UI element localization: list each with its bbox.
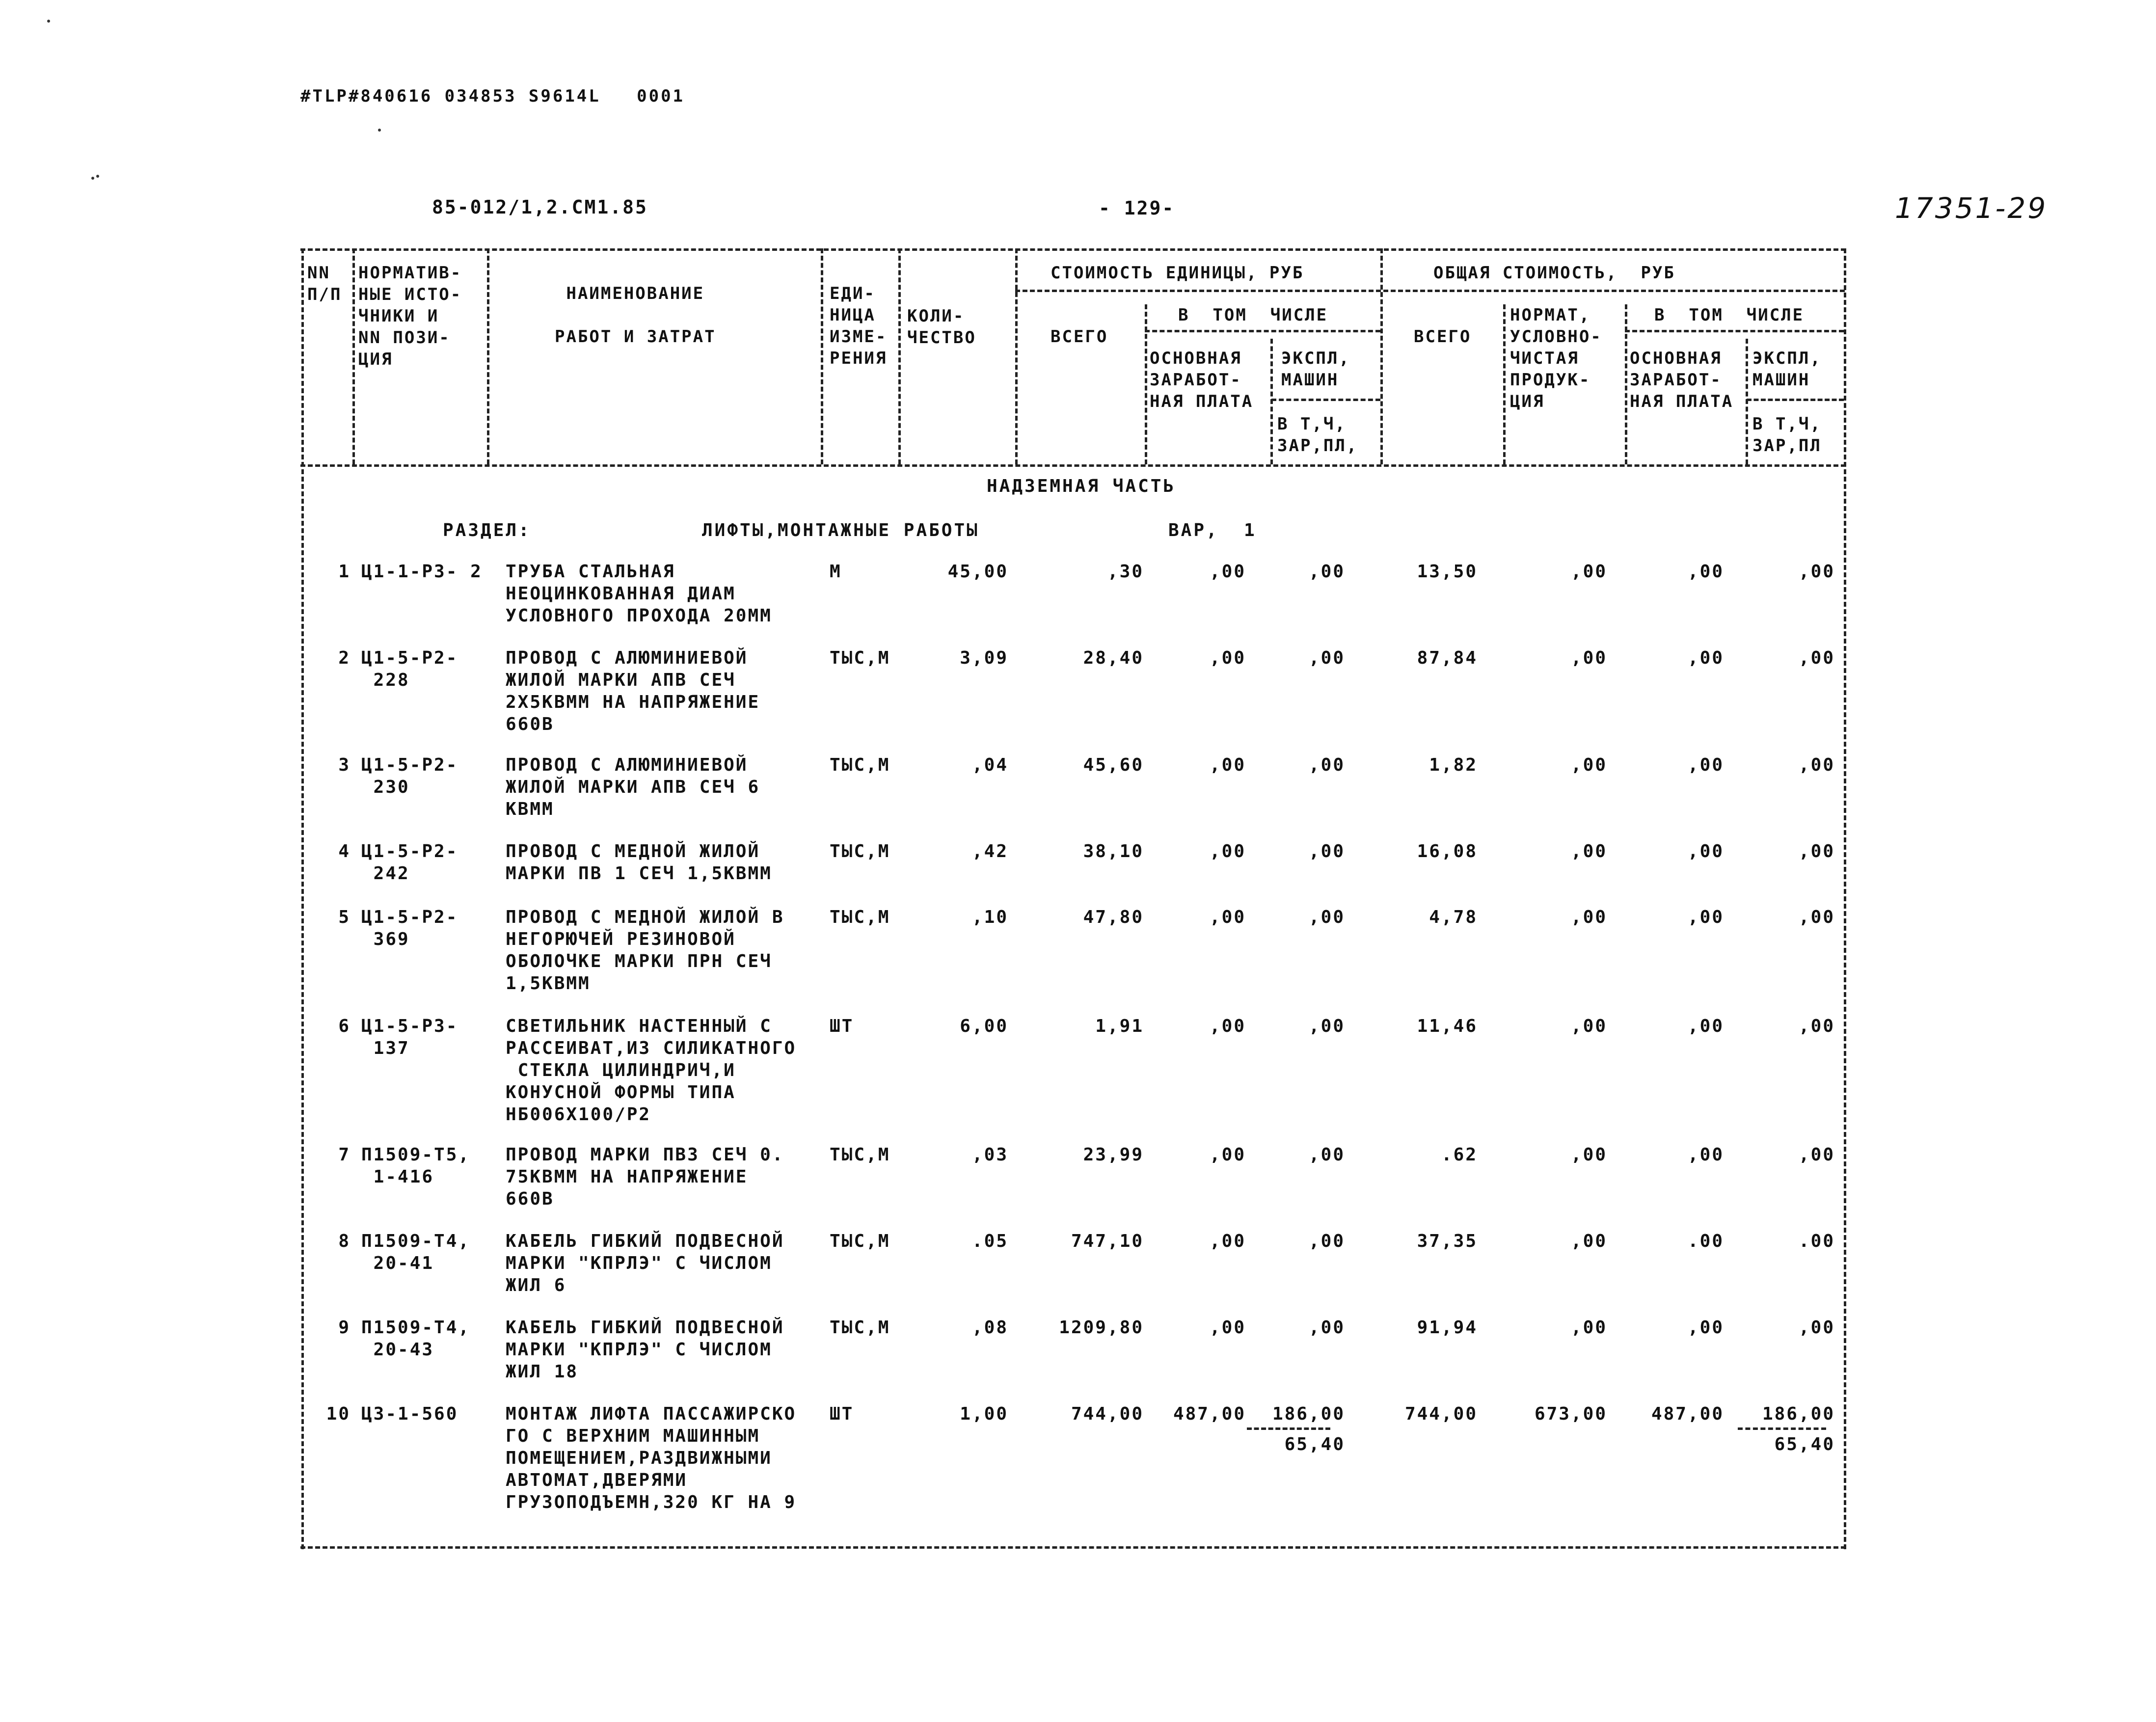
row-qty: ,04: [971, 755, 1008, 775]
header-bottom-rule: [300, 464, 1846, 467]
header-nn: NN П/П: [307, 263, 342, 304]
row-unit-total: 45,60: [1083, 755, 1144, 775]
row-total-machine: ,00: [1798, 841, 1835, 861]
table-right-border: [1844, 248, 1846, 1549]
row-unit-salary: ,00: [1209, 907, 1246, 927]
header-total-machine-sub: В Т,Ч, ЗАР,ПЛ: [1752, 414, 1822, 456]
row-unit-machine: ,00: [1308, 1016, 1345, 1036]
row-total-norm: ,00: [1570, 562, 1607, 582]
row-code: П1509-Т4, 20-41: [361, 1231, 471, 1273]
row-qty: ,42: [971, 841, 1008, 861]
page-code: 85-012/1,2.СМ1.85: [432, 196, 648, 218]
header-sub-rule: [1625, 330, 1844, 332]
row-qty: .05: [971, 1231, 1008, 1251]
row-total: 13,50: [1417, 562, 1478, 582]
row-unit-machine: ,00: [1308, 648, 1345, 668]
row-unit-machine-salary: 65,40: [1284, 1434, 1345, 1454]
row-number: 4: [338, 841, 350, 861]
row-unit-salary: ,00: [1209, 755, 1246, 775]
header-total-all: ВСЕГО: [1414, 327, 1472, 347]
row-unit-total: 1209,80: [1059, 1318, 1144, 1338]
subsection-name: ЛИФТЫ,МОНТАЖНЫЕ РАБОТЫ: [702, 520, 979, 540]
header-sub-rule: [1747, 399, 1844, 401]
page-number: - 129-: [1099, 197, 1175, 219]
speck: [378, 129, 381, 132]
row-total-salary: ,00: [1687, 1145, 1724, 1165]
row-unit-salary: ,00: [1209, 841, 1246, 861]
row-qty: 3,09: [960, 648, 1008, 668]
subtotal-rule: [1247, 1427, 1330, 1430]
row-unit: ШТ: [830, 1016, 854, 1036]
col-sep: [1503, 304, 1506, 464]
row-total-machine: ,00: [1798, 1016, 1835, 1036]
row-code: Ц1-5-Р2- 369: [361, 907, 458, 949]
row-number: 3: [338, 755, 350, 775]
row-total: 1,82: [1429, 755, 1478, 775]
row-total-machine-salary: 65,40: [1774, 1434, 1835, 1454]
row-name: МОНТАЖ ЛИФТА ПАССАЖИРСКО ГО С ВЕРХНИМ МАШИННЫМ ПОМЕЩЕНИЕМ,РАЗДВИЖНЫМИ АВТОМАТ,ДВЕРЯМИ ГРУЗОПОДЪЕМН,320 КГ НА 9: [506, 1404, 797, 1512]
row-qty: 1,00: [960, 1404, 1008, 1424]
row-qty: ,08: [971, 1318, 1008, 1338]
row-total-machine: ,00: [1798, 1318, 1835, 1338]
row-unit-salary: ,00: [1209, 562, 1246, 582]
row-unit-machine: 186,00: [1272, 1404, 1345, 1424]
row-name: ПРОВОД МАРКИ ПВ3 СЕЧ 0. 75КВММ НА НАПРЯЖЕНИЕ 660В: [506, 1145, 784, 1209]
row-total-salary: ,00: [1687, 648, 1724, 668]
row-total: 16,08: [1417, 841, 1478, 861]
system-line: #TLP#840616 034853 S9614L 0001: [300, 86, 685, 106]
row-total-salary: ,00: [1687, 907, 1724, 927]
row-code: Ц1-5-Р2- 242: [361, 841, 458, 884]
header-total-machine: ЭКСПЛ, МАШИН: [1752, 349, 1822, 390]
row-name: СВЕТИЛЬНИК НАСТЕННЫЙ С РАССЕИВАТ,ИЗ СИЛИКАТНОГО СТЕКЛА ЦИЛИНДРИЧ,И КОНУСНОЙ ФОРМЫ ТИПА НБ006Х100/Р2: [506, 1016, 797, 1125]
row-name: КАБЕЛЬ ГИБКИЙ ПОДВЕСНОЙ МАРКИ "КПРЛЭ" С ЧИСЛОМ ЖИЛ 18: [506, 1318, 784, 1382]
col-sep: [821, 248, 823, 464]
header-unit-incl: В ТОМ ЧИСЛЕ: [1178, 305, 1328, 325]
row-total: 4,78: [1429, 907, 1478, 927]
row-code: Ц3-1-560: [361, 1404, 458, 1424]
subsection-variant: ВАР, 1: [1168, 520, 1257, 540]
row-total-norm: ,00: [1570, 1145, 1607, 1165]
row-unit-salary: ,00: [1209, 1016, 1246, 1036]
row-unit-total: 744,00: [1071, 1404, 1144, 1424]
header-total-cost: ОБЩАЯ СТОИМОСТЬ, РУБ: [1433, 263, 1675, 283]
table-left-border: [301, 248, 304, 1549]
table-top-rule: [300, 248, 1846, 251]
row-unit-total: 28,40: [1083, 648, 1144, 668]
row-total-machine: ,00: [1798, 755, 1835, 775]
row-total-machine: 186,00: [1762, 1404, 1835, 1424]
row-qty: 45,00: [947, 562, 1008, 582]
row-total-salary: 487,00: [1651, 1404, 1724, 1424]
row-total-norm: ,00: [1570, 648, 1607, 668]
row-name: ПРОВОД С АЛЮМИНИЕВОЙ ЖИЛОЙ МАРКИ АПВ СЕЧ 6 КВММ: [506, 755, 760, 819]
header-unit-cost: СТОИМОСТЬ ЕДИНИЦЫ, РУБ: [1051, 263, 1304, 283]
row-name: ПРОВОД С АЛЮМИНИЕВОЙ ЖИЛОЙ МАРКИ АПВ СЕЧ 2Х5КВММ НА НАПРЯЖЕНИЕ 660В: [506, 648, 760, 734]
row-number: 7: [338, 1145, 350, 1165]
row-total-machine: .00: [1798, 1231, 1835, 1251]
header-name: НАИМЕНОВАНИЕ РАБОТ И ЗАТРАТ: [555, 284, 716, 347]
header-unit-salary: ОСНОВНАЯ ЗАРАБОТ- НАЯ ПЛАТА: [1150, 349, 1254, 411]
row-unit-machine: ,00: [1308, 562, 1345, 582]
row-total-salary: ,00: [1687, 755, 1724, 775]
row-total-salary: ,00: [1687, 1318, 1724, 1338]
row-total-norm: ,00: [1570, 1016, 1607, 1036]
header-sub-rule: [1015, 290, 1845, 292]
header-total-norm: НОРМАТ, УСЛОВНО- ЧИСТАЯ ПРОДУК- ЦИЯ: [1510, 305, 1602, 411]
row-unit: ТЫС,М: [830, 907, 890, 927]
row-unit: ТЫС,М: [830, 648, 890, 668]
row-total-machine: ,00: [1798, 907, 1835, 927]
col-sep: [1746, 339, 1748, 464]
row-code: П1509-Т4, 20-43: [361, 1318, 471, 1360]
section-title: НАДЗЕМНАЯ ЧАСТЬ: [987, 476, 1176, 496]
row-number: 8: [338, 1231, 350, 1251]
row-unit-salary: 487,00: [1173, 1404, 1246, 1424]
row-unit: ТЫС,М: [830, 1231, 890, 1251]
col-sep: [898, 248, 901, 464]
row-total-norm: ,00: [1570, 907, 1607, 927]
col-sep: [352, 248, 355, 464]
row-code: П1509-Т5, 1-416: [361, 1145, 471, 1187]
table-bottom-rule: [300, 1546, 1846, 1549]
row-total-norm: 673,00: [1534, 1404, 1607, 1424]
row-code: Ц1-5-Р3- 137: [361, 1016, 458, 1058]
row-code: Ц1-5-Р2- 228: [361, 648, 458, 690]
subsection-label: РАЗДЕЛ:: [443, 520, 531, 540]
row-unit: М: [830, 562, 842, 582]
row-total-norm: ,00: [1570, 841, 1607, 861]
row-unit-total: 1,91: [1095, 1016, 1144, 1036]
row-total: 744,00: [1404, 1404, 1478, 1424]
row-unit: ТЫС,М: [830, 841, 890, 861]
row-number: 10: [326, 1404, 350, 1424]
row-total-norm: ,00: [1570, 755, 1607, 775]
header-unit-total: ВСЕГО: [1051, 327, 1108, 347]
row-unit: ТЫС,М: [830, 1145, 890, 1165]
row-total: 37,35: [1417, 1231, 1478, 1251]
row-total: .62: [1441, 1145, 1478, 1165]
row-total-machine: ,00: [1798, 648, 1835, 668]
row-total-salary: ,00: [1687, 841, 1724, 861]
row-unit: ШТ: [830, 1404, 854, 1424]
row-total: 11,46: [1417, 1016, 1478, 1036]
handwritten-number: 17351-29: [1895, 191, 2048, 225]
header-total-salary: ОСНОВНАЯ ЗАРАБОТ- НАЯ ПЛАТА: [1630, 349, 1734, 411]
row-unit-machine: ,00: [1308, 841, 1345, 861]
row-total-salary: ,00: [1687, 1016, 1724, 1036]
header-sub-rule: [1271, 399, 1380, 401]
row-unit-salary: ,00: [1209, 1318, 1246, 1338]
row-unit: ТЫС,М: [830, 755, 890, 775]
row-qty: ,03: [971, 1145, 1008, 1165]
header-unit: ЕДИ- НИЦА ИЗМЕ- РЕНИЯ: [830, 284, 888, 368]
row-code: Ц1-1-Р3- 2: [361, 562, 483, 582]
header-sub-rule: [1145, 330, 1380, 332]
row-total-salary: ,00: [1687, 562, 1724, 582]
header-normative: НОРМАТИВ- НЫЕ ИСТО- ЧНИКИ И NN ПОЗИ- ЦИЯ: [358, 263, 462, 369]
row-unit-machine: ,00: [1308, 907, 1345, 927]
row-number: 5: [338, 907, 350, 927]
col-sep: [1380, 248, 1383, 464]
row-total-machine: ,00: [1798, 1145, 1835, 1165]
row-total-norm: ,00: [1570, 1231, 1607, 1251]
subtotal-rule: [1738, 1427, 1826, 1430]
row-number: 6: [338, 1016, 350, 1036]
row-total: 87,84: [1417, 648, 1478, 668]
header-unit-machine-sub: В Т,Ч, ЗАР,ПЛ,: [1277, 414, 1358, 456]
row-unit-total: 47,80: [1083, 907, 1144, 927]
row-total-norm: ,00: [1570, 1318, 1607, 1338]
row-unit-total: 747,10: [1071, 1231, 1144, 1251]
row-name: ПРОВОД С МЕДНОЙ ЖИЛОЙ В НЕГОРЮЧЕЙ РЕЗИНОВОЙ ОБОЛОЧКЕ МАРКИ ПРН СЕЧ 1,5КВММ: [506, 907, 784, 994]
row-unit-total: 38,10: [1083, 841, 1144, 861]
col-sep: [1270, 339, 1273, 464]
speck: [96, 175, 99, 178]
row-unit-machine: ,00: [1308, 1145, 1345, 1165]
row-unit-salary: ,00: [1209, 648, 1246, 668]
row-unit-total: ,30: [1107, 562, 1144, 582]
row-total-salary: .00: [1687, 1231, 1724, 1251]
row-qty: ,10: [971, 907, 1008, 927]
row-qty: 6,00: [960, 1016, 1008, 1036]
row-unit-machine: ,00: [1308, 1231, 1345, 1251]
col-sep: [487, 248, 489, 464]
row-code: Ц1-5-Р2- 230: [361, 755, 458, 797]
row-total: 91,94: [1417, 1318, 1478, 1338]
header-unit-machine: ЭКСПЛ, МАШИН: [1281, 349, 1350, 390]
col-sep: [1145, 304, 1147, 464]
row-unit-salary: ,00: [1209, 1231, 1246, 1251]
header-qty: КОЛИ- ЧЕСТВО: [907, 306, 976, 348]
row-name: КАБЕЛЬ ГИБКИЙ ПОДВЕСНОЙ МАРКИ "КПРЛЭ" С ЧИСЛОМ ЖИЛ 6: [506, 1231, 784, 1295]
row-unit-machine: ,00: [1308, 755, 1345, 775]
row-unit-machine: ,00: [1308, 1318, 1345, 1338]
col-sep: [1625, 304, 1627, 464]
row-number: 1: [338, 562, 350, 582]
row-unit-salary: ,00: [1209, 1145, 1246, 1165]
row-name: ТРУБА СТАЛЬНАЯ НЕОЦИНКОВАННАЯ ДИАМ УСЛОВНОГО ПРОХОДА 20ММ: [506, 562, 772, 626]
col-sep: [1015, 248, 1018, 464]
row-name: ПРОВОД С МЕДНОЙ ЖИЛОЙ МАРКИ ПВ 1 СЕЧ 1,5КВММ: [506, 841, 772, 884]
row-number: 2: [338, 648, 350, 668]
speck: [47, 20, 50, 23]
row-total-machine: ,00: [1798, 562, 1835, 582]
speck: [91, 177, 94, 180]
header-total-incl: В ТОМ ЧИСЛЕ: [1654, 305, 1805, 325]
row-number: 9: [338, 1318, 350, 1338]
row-unit-total: 23,99: [1083, 1145, 1144, 1165]
row-unit: ТЫС,М: [830, 1318, 890, 1338]
